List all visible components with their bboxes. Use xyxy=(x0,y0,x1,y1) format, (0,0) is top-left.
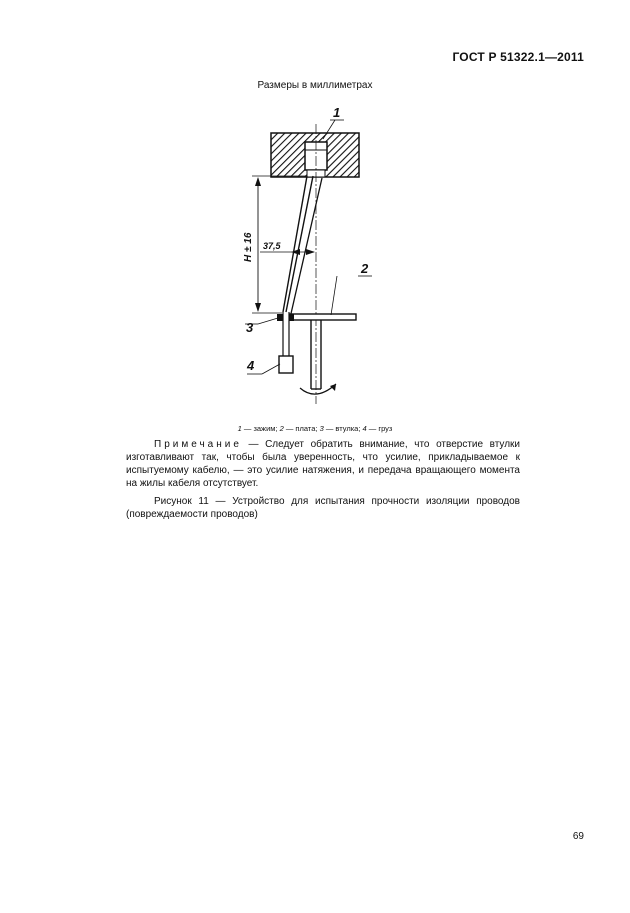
label-3: 3 xyxy=(246,320,254,335)
legend-text: — плата; xyxy=(283,424,320,433)
bushing xyxy=(277,314,294,321)
figure-legend xyxy=(0,424,630,433)
dim-offset-label: 37,5 xyxy=(263,241,281,251)
note-label: Примечание xyxy=(154,439,242,450)
label-2: 2 xyxy=(361,261,369,276)
weight xyxy=(279,356,293,373)
dimensions-caption: Размеры в миллиметрах xyxy=(257,80,373,91)
note-text: — Следует обратить внимание, что отверстие втулки изготавливают так, чтобы была уверенность, что усилие, прикладываемое к испытуемому кабелю, — это усилие натяжения, и передача вращающего момента на жилы кабеля отсутствует. xyxy=(126,439,520,489)
dim-h-label: H ± 16 xyxy=(243,232,254,262)
label-4: 4 xyxy=(247,358,255,373)
clamp-block xyxy=(271,133,359,177)
page-number: 69 xyxy=(572,831,584,842)
legend-num: 1 xyxy=(237,424,242,433)
legend-num: 2 xyxy=(279,424,284,433)
plate xyxy=(290,314,356,320)
legend-text: — зажим; xyxy=(241,424,280,433)
legend-text: — втулка; xyxy=(323,424,363,433)
note-paragraph xyxy=(126,438,520,490)
figure-caption: Рисунок 11 — Устройство для испытания прочности изоляции проводов (повреждаемости проводов) xyxy=(126,496,520,520)
legend-text: — груз xyxy=(366,424,393,433)
label-1: 1 xyxy=(333,105,341,120)
standard-header: ГОСТ Р 51322.1—2011 xyxy=(452,50,584,64)
legend-num: 3 xyxy=(319,424,324,433)
legend-num: 4 xyxy=(362,424,367,433)
cable xyxy=(283,176,313,357)
